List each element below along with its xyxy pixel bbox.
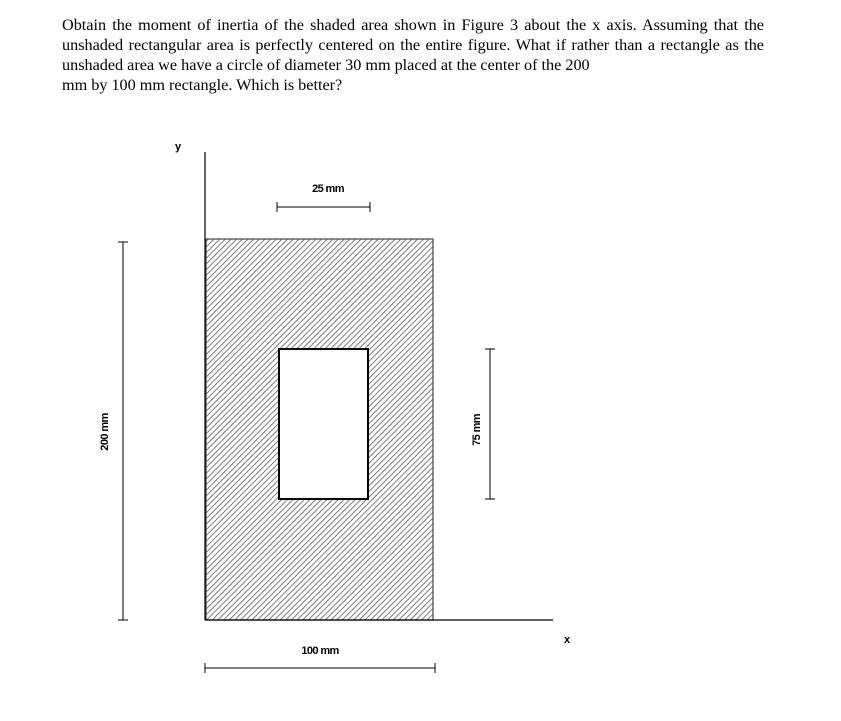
total-height-label: 200 mm: [99, 413, 111, 451]
x-axis-label: x: [563, 634, 571, 646]
total-width-dimension: [205, 645, 435, 673]
total-height-dimension: [99, 242, 128, 620]
hole-height-label: 75 mm: [471, 414, 483, 446]
y-axis-label: y: [174, 141, 182, 153]
hole-width-dimension: [277, 183, 370, 212]
question-text-last-line: mm by 100 mm rectangle. Which is better?: [62, 76, 343, 94]
hole-width-label: 25 mm: [312, 183, 344, 195]
total-width-label: 100 mm: [301, 645, 339, 657]
hole-height-dimension: [471, 349, 495, 499]
unshaded-hole: [279, 349, 368, 499]
question-text-main: Obtain the moment of inertia of the shaded area shown in Figure 3 about the x axis. Assuming that the unshaded rectangular area is perfectly centered on the entire figure. What if rather than a rectangle as the unshaded area we have a circle of diameter 30 mm placed at the center of the 200: [62, 16, 764, 74]
